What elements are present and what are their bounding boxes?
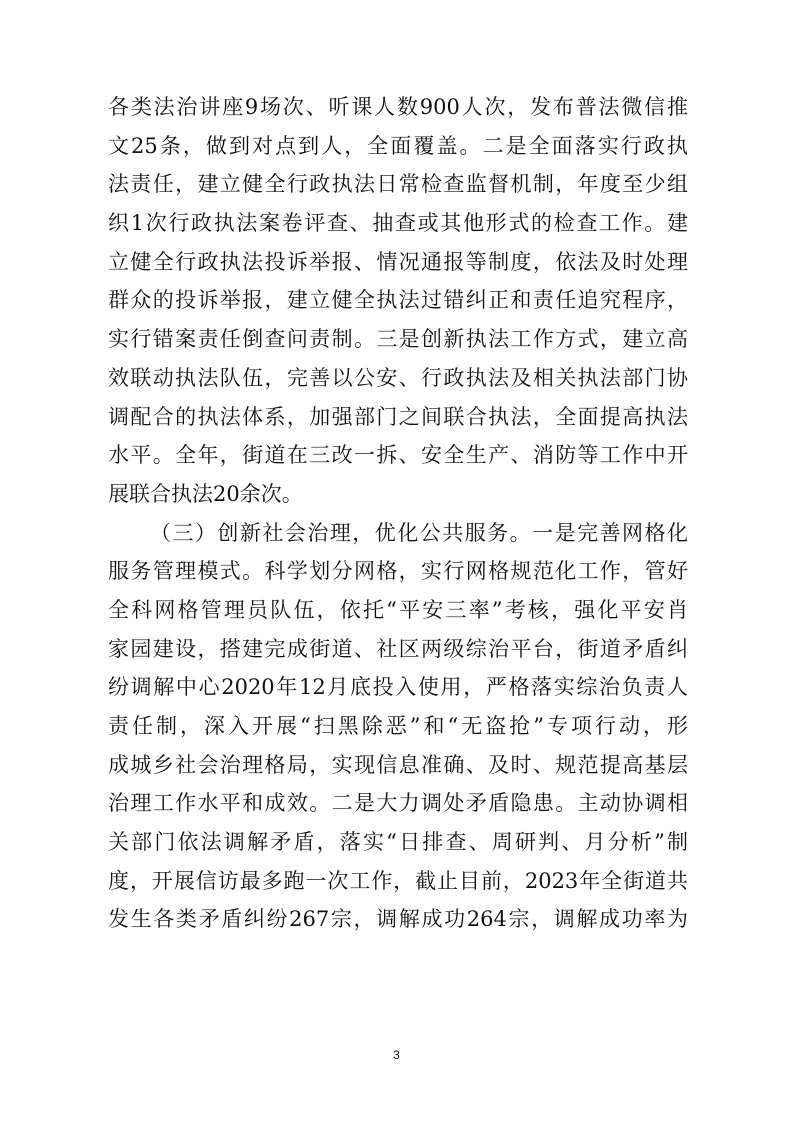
text-line: 水平。全年，街道在三改一拆、安全生产、消防等工作中开 [108,443,688,468]
text-line: 纷调解中心2020年12月底投入使用，严格落实综治负责人 [108,675,688,700]
text-line: 文25条，做到对点到人，全面覆盖。二是全面落实行政执 [108,133,688,158]
text-line: 实行错案责任倒查问责制。三是创新执法工作方式，建立高 [108,327,688,352]
text-line: 服务管理模式。科学划分网格，实行网格规范化工作，管好 [108,559,688,584]
text-line: 责任制，深入开展“扫黑除恶”和“无盗抢”专项行动，形 [108,714,688,738]
text-line: 法责任，建立健全行政执法日常检查监督机制，年度至少组 [108,172,688,197]
paragraph [108,514,688,940]
text-line: （三）创新社会治理，优化公共服务。一是完善网格化 [150,520,688,545]
text-line: 织1次行政执法案卷评查、抽查或其他形式的检查工作。建 [108,211,688,236]
text-line: 效联动执法队伍，完善以公安、行政执法及相关执法部门协 [108,365,688,390]
text-line: 各类法治讲座9场次、听课人数900人次，发布普法微信推 [108,95,688,119]
page-number: 3 [393,1048,400,1062]
document-body [108,88,688,939]
text-line: 立健全行政执法投诉举报、情况通报等制度，依法及时处理 [108,249,688,274]
text-line: 度，开展信访最多跑一次工作，截止目前，2023年全街道共 [108,868,688,893]
text-line: 展联合执法20余次。 [108,481,303,506]
text-line: 关部门依法调解矛盾，落实“日排查、周研判、月分析”制 [108,830,688,855]
paragraph [108,88,688,514]
text-line: 群众的投诉举报，建立健全执法过错纠正和责任追究程序， [108,288,688,313]
text-line: 发生各类矛盾纠纷267宗，调解成功264宗，调解成功率为 [108,907,688,932]
text-line: 治理工作水平和成效。二是大力调处矛盾隐患。主动协调相 [108,791,688,816]
text-line: 调配合的执法体系，加强部门之间联合执法，全面提高执法 [108,404,688,429]
text-line: 家园建设，搭建完成街道、社区两级综治平台，街道矛盾纠 [108,636,688,661]
text-line: 全科网格管理员队伍，依托“平安三率”考核，强化平安肖 [108,597,688,622]
text-line: 成城乡社会治理格局，实现信息准确、及时、规范提高基层 [108,752,688,777]
